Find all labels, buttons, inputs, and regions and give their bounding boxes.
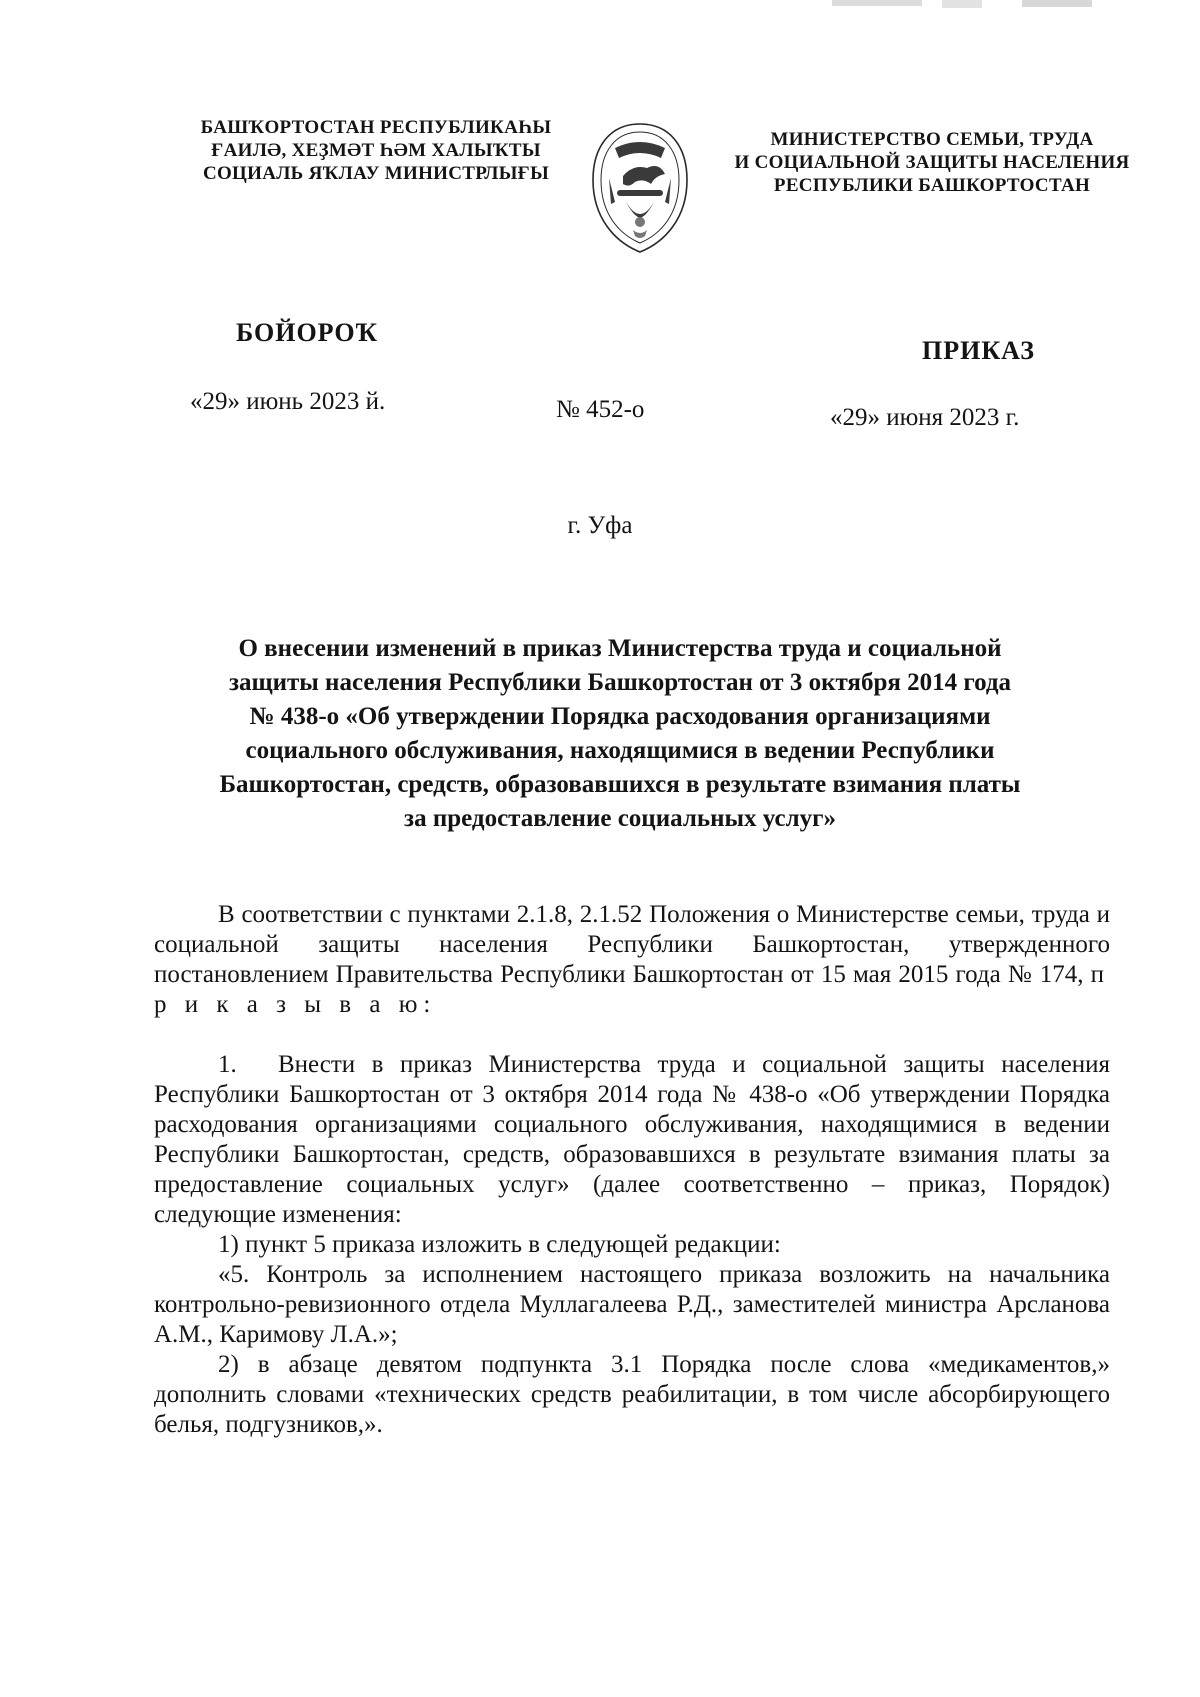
doc-title-bashkir: БОЙОРОҠ — [236, 318, 379, 347]
doc-title-russian: ПРИКАЗ — [922, 336, 1036, 365]
scan-artifact — [832, 0, 1132, 14]
order-subject — [165, 632, 1075, 836]
subitem-1: 1) пункт 5 приказа изложить в следующей редакции: — [218, 1231, 781, 1258]
header-left-bashkir — [180, 116, 572, 185]
header-right-russian — [722, 128, 1142, 197]
subject-line: Башкортостан, средств, образовавшихся в результате взимания платы — [219, 771, 1021, 798]
item-1-number: 1. — [218, 1051, 237, 1078]
subitem-2: 2) в абзаце девятом подпункта 3.1 Порядка после слова «медикаментов,» дополнить словами «технических средств реабилитации, в том числе абсорбирующего белья, подгузников,». — [154, 1351, 1110, 1438]
header-right-line: МИНИСТЕРСТВО СЕМЬИ, ТРУДА — [770, 129, 1094, 150]
subject-line: № 438-о «Об утверждении Порядка расходования организациями — [249, 703, 991, 730]
preamble-text: В соответствии с пунктами 2.1.8, 2.1.52 Положения о Министерстве семьи, труда и социальной защиты населения Республики Башкортостан, утвержденного постановлением Правительства Республики Башкортостан от 15 мая 2015 года № 174, — [154, 901, 1110, 988]
order-body — [154, 900, 1110, 1440]
date-bashkir: «29» июнь 2023 й. — [190, 388, 386, 415]
preamble-paragraph — [154, 900, 1110, 1020]
item-1-paragraph — [154, 1050, 1110, 1230]
quoted-point-5: «5. Контроль за исполнением настоящего приказа возложить на начальника контрольно-ревизионного отдела Муллагалеева Р.Д., заместителей министра Арсланова А.М., Каримову Л.А.»; — [154, 1261, 1110, 1348]
header-right-line: И СОЦИАЛЬНОЙ ЗАЩИТЫ НАСЕЛЕНИЯ — [734, 152, 1130, 173]
header-right-line: РЕСПУБЛИКИ БАШКОРТОСТАН — [773, 175, 1091, 196]
subject-line: защиты населения Республики Башкортостан от 3 октября 2014 года — [228, 669, 1012, 696]
subject-line: О внесении изменений в приказ Министерства труда и социальной — [238, 635, 1002, 662]
subject-line: за предоставление социальных услуг» — [404, 805, 836, 832]
date-russian: «29» июня 2023 г. — [830, 404, 1020, 431]
header-left-line: БАШҠОРТОСТАН РЕСПУБЛИКАҺЫ — [200, 117, 552, 138]
order-word: п р и к а з ы в а ю: — [154, 961, 1111, 1018]
item-1-text: Внести в приказ Министерства труда и социальной защиты населения Республики Башкортостан от 3 октября 2014 года № 438-о «Об утверждении Порядка расходования организациями социального обслуживания, находящимися в ведении Республики Башкортостан, средств, образовавшихся в результате взимания платы за предоставление социальных услуг» (далее соответственно – приказ, Порядок) следующие изменения: — [154, 1051, 1110, 1228]
header-left-line: СОЦИАЛЬ ЯҠЛАУ МИНИСТРЛЫҒЫ — [202, 163, 550, 184]
header-left-line: ҒАИЛӘ, ХЕҘМӘТ ҺӘМ ХАЛЫҠТЫ — [211, 140, 541, 161]
subject-line: социального обслуживания, находящимися в ведении Республики — [245, 737, 995, 764]
coat-of-arms-icon — [585, 118, 695, 258]
order-number: № 452-о — [556, 396, 645, 423]
city: г. Уфа — [567, 512, 633, 539]
